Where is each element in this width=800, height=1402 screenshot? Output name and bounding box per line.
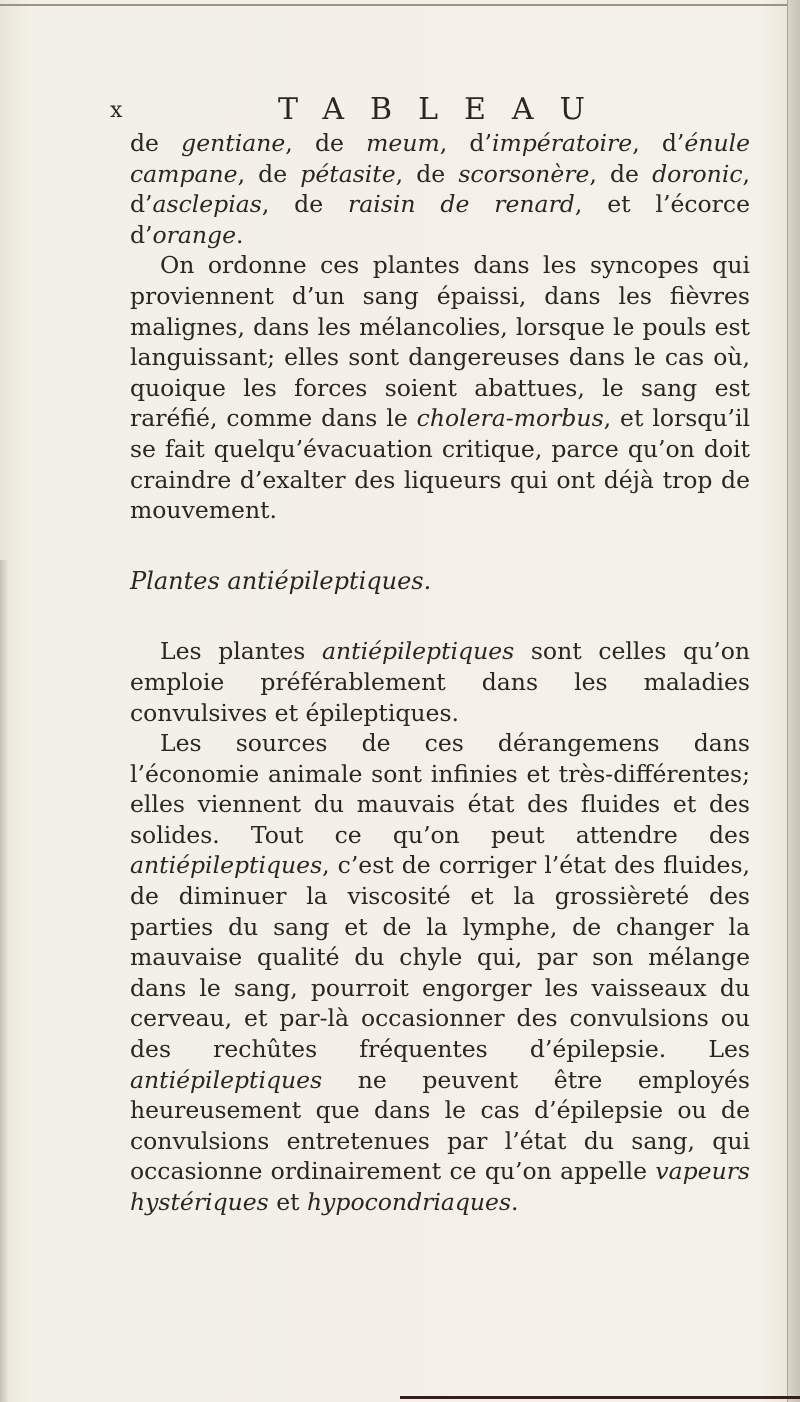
bottom-rule <box>400 1396 800 1399</box>
page-number: x <box>110 98 124 123</box>
running-title: TABLEAU <box>278 92 611 127</box>
page-edge-right <box>787 0 800 1402</box>
section-heading: Plantes antiépileptiques. <box>130 566 432 595</box>
page-edge-left <box>0 560 8 1402</box>
paragraph-3: Les plantes antiépileptiques sont celles qu’on emploie préférablement dans les maladies convulsives et épileptiques. <box>130 637 750 727</box>
page-header <box>110 92 750 132</box>
paragraph-4: Les sources de ces dérangemens dans l’économie animale sont infinies et très-différentes; elles viennent du mauvais état des fluides et des solides. Tout ce qu’on peut attendre des antiépileptiques, c’est de corriger l’état des fluides, de diminuer la viscosité et la grossièreté des parties du sang et de la lymphe, de changer la mauvaise qualité du chyle qui, par son mélange dans le sang, pourroit engorger les vaisseaux du cerveau, et par-là occasionner des convulsions ou des rechûtes fréquentes d’épilepsie. Les antiépileptiques ne peuvent être employés heureusement que dans le cas d’épilepsie ou de convulsions entretenues par l’état du sang, qui occasionne ordinairement ce qu’on appelle vapeurs hystériques et hypocondriaques. <box>130 729 750 1216</box>
paragraph-1: de gentiane, de meum, d’impératoire, d’énule campane, de pétasite, de scorsonère, de doronic, d’asclepias, de raisin de renard, et l’écorce d’orange. <box>130 129 751 249</box>
body-text <box>130 128 750 1218</box>
top-rule <box>0 4 788 6</box>
paragraph-2: On ordonne ces plantes dans les syncopes qui proviennent d’un sang épaissi, dans les fièvres malignes, dans les mélancolies, lorsque le pouls est languissant; elles sont dangereuses dans le cas où, quoique les forces soient abattues, le sang est raréfié, comme dans le cholera-morbus, et lorsqu’il se fait quelqu’évacuation critique, parce qu’on doit craindre d’exalter des liqueurs qui ont déjà trop de mouvement. <box>130 251 750 525</box>
